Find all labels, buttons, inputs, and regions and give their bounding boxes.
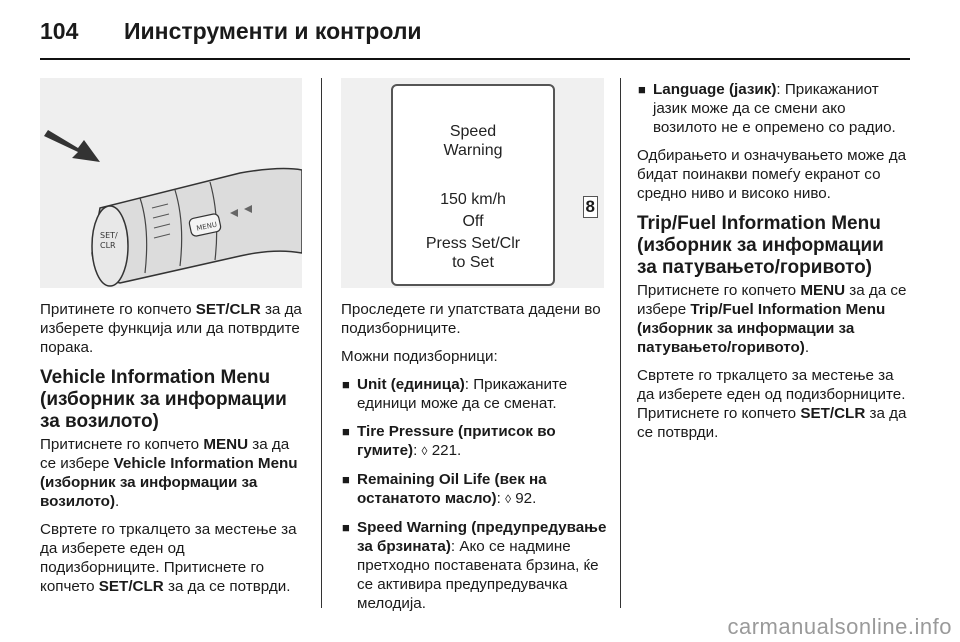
list-item: ■ Tire Pressure (притисок во гумите): ◊ 221.: [342, 423, 556, 459]
setclr-label-line1: SET/: [100, 231, 118, 240]
vehicle-info-heading: Vehicle Information Menu (изборник за информации за возилото): [40, 367, 287, 432]
menu-button-label: MENU: [195, 220, 218, 233]
adjust-wheel-paragraph: Свртете го тркалцето за местење за да изберете еден од подизборниците. Притиснете го копчето SET/CLR за да се потврди.: [40, 521, 297, 595]
list-item: ■ Unit (единица): Прикажаните единици може да се сменат.: [342, 376, 568, 412]
page-ref-icon: ◊: [421, 444, 428, 458]
stalk-drawing: [40, 78, 302, 288]
page-ref-icon: ◊: [505, 492, 511, 506]
display-line-3: 150 km/h: [440, 191, 506, 208]
submenu-list: [341, 375, 609, 613]
display-line-1: Speed: [449, 123, 497, 140]
column-1: [40, 300, 308, 605]
display-line-4: Off: [462, 213, 484, 230]
language-list: [637, 80, 907, 137]
adjust-wheel-paragraph-2: Свртете го тркалцето за местење за да изберете еден од подизборниците. Притиснете го копчето SET/CLR за да се потврди.: [637, 367, 907, 441]
follow-instructions-paragraph: Проследете ги упатствата дадени во подизборниците.: [341, 301, 601, 337]
figure-code: 8: [583, 196, 598, 218]
column-divider-right: [620, 78, 621, 608]
header-rule: [40, 58, 910, 60]
display-line-5: Press Set/Clr: [425, 235, 521, 252]
setclr-label-line2: CLR: [100, 241, 116, 250]
display-line-2: Warning: [443, 142, 503, 159]
chapter-title: Иинструменти и контроли: [124, 18, 422, 44]
possible-submenus-label: Можни подизборници:: [341, 348, 498, 365]
trip-fuel-paragraph: Притиснете го копчето MENU за да се избере Trip/Fuel Information Menu (изборник за информации за патувањето/горивото).: [637, 282, 907, 356]
column-divider-left: [321, 78, 322, 608]
column-2: [341, 300, 609, 622]
vehicle-info-paragraph: Притиснете го копчето MENU за да се избере Vehicle Information Menu (изборник за информации за возилото).: [40, 436, 298, 510]
watermark: carmanualsonline.info: [727, 614, 952, 639]
page-header: [40, 14, 910, 54]
stalk-illustration: [40, 78, 302, 288]
trip-fuel-heading: Trip/Fuel Information Menu (изборник за информации за патувањето/горивото): [637, 213, 884, 278]
list-item: ■ Remaining Oil Life (век на останатото масло): ◊ 92.: [342, 471, 547, 507]
intro-paragraph: Притинете го копчето SET/CLR за да изберете функција или да потврдите порака.: [40, 301, 302, 356]
list-item: ■ Language (јазик): Прикажаниот јазик може да се смени ако возилото не е опремено со радио.: [638, 81, 896, 136]
column-3: [637, 80, 907, 451]
display-illustration: [341, 78, 604, 288]
list-item: ■ Speed Warning (предупредување за брзината): Ако се надмине претходно поставената брзина, ќе се активира предупредувачка мелодија.: [342, 519, 607, 612]
display-line-6: to Set: [452, 254, 494, 271]
selection-note-paragraph: Одбирањето и означувањето може да бидат поинакви помеѓу екранот со средно ниво и високо ниво.: [637, 147, 907, 202]
info-display: [391, 84, 555, 286]
page-number: 104: [40, 18, 79, 44]
